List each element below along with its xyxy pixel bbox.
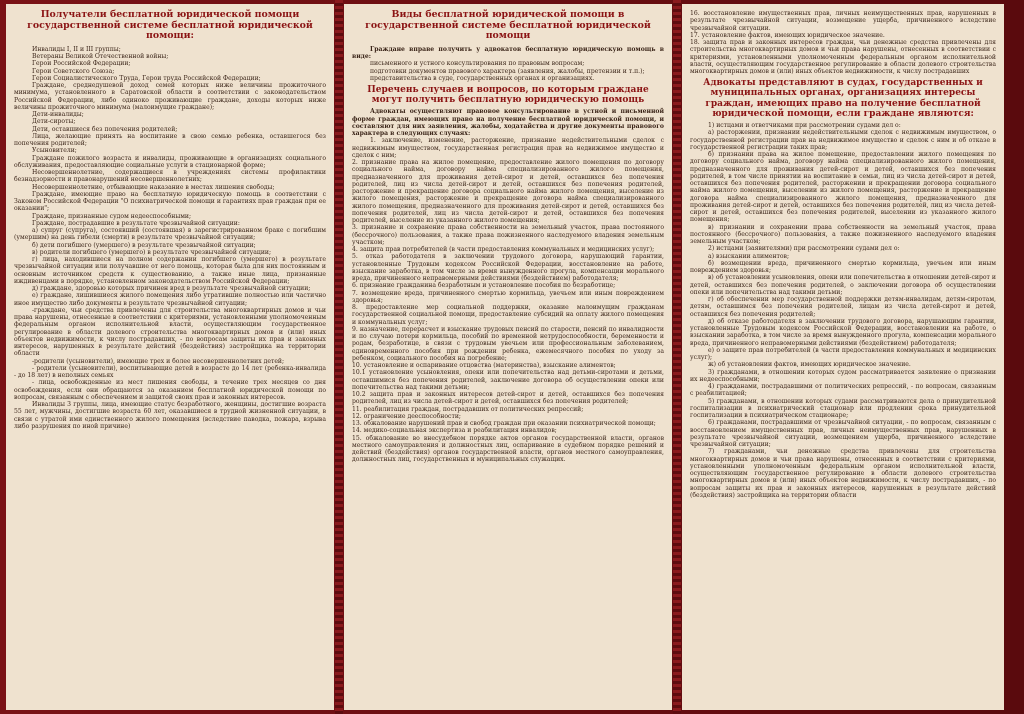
list-item: 5. отказ работодателя в заключении трудового договора, нарушающий гарантии, установленные Трудовым кодексом Российской Федерации, восстановление на работе, взыскание заработка, в том числе за время вынужденного прогула, компенсации морального вреда, причиненного неправомерными действиями (бездействием) работодателя; [352,253,664,283]
list-item: Инвалиды I, II и III группы; [32,45,121,53]
list-item: подготовки документов правового характера (заявления, жалобы, претензии и т.п.); [370,67,645,75]
representation-list [690,122,996,499]
divider-stripe [673,0,681,714]
list-item: в) родители погибшего (умершего) в результате чрезвычайной ситуации; [32,248,271,256]
list-item: Несовершеннолетние, содержащиеся в учреждениях системы профилактики безнадзорности и правонарушений несовершеннолетних; [14,169,326,184]
list-item: 4) гражданами, пострадавшими от политических репрессий, - по вопросам, связанным с реабилитацией; [690,383,996,398]
list-item: 10. установление и оспаривание отцовства (материнства), взыскание алиментов; [352,362,616,370]
cases-lead: Адвокаты осуществляют правовое консультирование в устной и письменной форме граждан, имеющих право на получение бесплатной юридической помощи, и составляют для них заявления, жалобы, ходатайства и другие документы правового характера в следующих случаях: [352,108,664,138]
list-item: - родители (усыновители), воспитывающие детей в возрасте до 14 лет (ребенка-инвалида - до 18 лет) в неполных семьях [14,364,326,380]
list-item: 15. обжалование во внесудебном порядке актов органов государственной власти, органов местного самоуправления и должностных лиц, оспаривание в судебном порядке решений и действий (бездействия) органов государственной власти, органов местного самоуправления, должностных лиц, государственных и муниципальных служащих. [352,434,664,464]
list-item: 11. реабилитация граждан, пострадавших от политических репрессий; [352,405,584,413]
list-item: Граждане, среднедушевой доход семей которых ниже величины прожиточного минимума, установленного в Саратовской области в соответствии с законодательством Российской Федерации, либо одиноко проживающие граждане, доходы которых ниже величины прожиточного минимума (малоимущие граждане); [14,82,326,111]
list-item: Ветераны Великой Отечественной войны; [32,53,169,61]
list-item: 7. возмещение вреда, причиненного смертью кормильца, увечьем или иным повреждением здоровья; [352,289,664,304]
list-item: -родители (усыновители), имеющие трех и более несовершеннолетних детей; [32,357,285,365]
list-item: 6. признание гражданина безработным и установление пособия по безработице; [352,282,616,290]
list-item: 14. медико-социальная экспертиза и реабилитация инвалидов; [352,427,557,435]
list-item: а) супруг (супруга), состоявший (состоявшая) в зарегистрированном браке с погибшим (умершим) на день гибели (смерти) в результате чрезвычайной ситуации; [14,227,326,242]
list-item: ж) об установлении фактов, имеющих юридическое значение. [708,361,911,369]
list-item: письменного и устного консультирования по правовым вопросам; [370,60,585,68]
representation-title: Адвокаты представляют в судах, государственных и муниципальных органах, организациях интересы граждан, имеющих право на получение бесплатной юридической помощи, если граждане являются: [703,78,983,119]
cases-list [352,137,664,463]
list-item: 10.1 установление усыновления, опеки или попечительства над детьми-сиротами и детьми, оставшимися без попечения родителей, заключение договора об осуществлении опеки или попечительства над такими детьми; [352,369,664,391]
list-item: 18. защита прав и законных интересов граждан, чьи денежные средства привлечены для строительства многоквартирных домов и чьи права нарушены, отнесенных в соответствии с критериями, установленными уполномоченным федеральным органом исполнительной власти, осуществляющим государственное регулирование в области долевого строительства многоквартирных домов и (или) иных объектов недвижимости, к числу пострадавших [690,39,996,75]
list-item: Несовершеннолетние, отбывающие наказание в местах лишения свободы; [32,183,275,191]
list-item: 8. предоставление мер социальной поддержки, оказание малоимущим гражданам государственной социальной помощи, предоставление субсидий на оплату жилого помещения и коммунальных услуг; [352,304,664,326]
list-item: 12. ограничение дееспособности; [352,412,461,420]
kinds-intro: Граждане вправе получить у адвокатов бесплатную юридическую помощь в виде: [352,45,664,61]
list-item: 3) гражданами, в отношении которых судом рассматривается заявление о признании их недееспособными; [690,368,996,383]
list-item: б) возмещении вреда, причиненного смертью кормильца, увечьем или иным повреждением здоровья; [690,259,996,275]
list-item: 1) истцами и ответчиками при рассмотрении судами дел о: [708,122,901,130]
list-item: Граждане, признанные судом недееспособными; [32,212,192,220]
list-item: е) о защите прав потребителей (в части предоставления коммунальных и медицинских услуг); [690,346,996,362]
list-item: 3. признание и сохранение права собственности на земельный участок, права постоянного (бессрочного) пользования, а также права пожизненного наследуемого владения земельным участком; [352,224,664,246]
list-item: - лица, освобожденные из мест лишения свободы, в течение трех месяцев со дня освобождения, если они обращаются за оказанием бесплатной юридической помощи по вопросам, связанным с обеспечением и защитой своих прав и законных интересов. [14,379,326,401]
column-kinds [344,4,672,710]
list-item: представительства в суде, государственных органах и организациях. [370,74,595,82]
list-item: Герои Социалистического Труда, Герои труда Российской Федерации; [32,74,261,82]
list-item: Герои Советского Союза; [32,67,115,75]
list-item: а) расторжении, признании недействительными сделок с недвижимым имуществом, о государственной регистрации прав на недвижимое имущество и сделок с ним и об отказе в государственной регистрации таких прав; [690,129,996,151]
list-item: 4. защита прав потребителей (в части предоставления коммунальных и медицинских услуг); [352,246,655,254]
list-item: а) взыскании алиментов; [708,252,790,260]
list-item: б) дети погибшего (умершего) в результате чрезвычайной ситуации; [32,241,256,249]
list-item: -граждане, чьи средства привлечены для строительства многоквартирных домов и чьи права нарушены, отнесенные в соответствии с критериями, установленными уполномоченным федеральным органом исполнительной власти, осуществляющим государственное регулирование в области долевого строительства многоквартирных домов и (или) иных объектов недвижимости, к числу пострадавших, - по вопросам защиты их прав и законных интересов, нарушенных в результате действий (бездействия) застройщика на территории области [14,306,326,358]
kinds-title: Виды бесплатной юридической помощи в государственной системе бесплатной юридической помощи [365,9,651,42]
list-item: д) об отказе работодателя в заключении трудового договора, нарушающим гарантии, установленные Трудовым кодексом Российской Федерации, восстановлении на работе, о взыскании заработка, в том числе за время вынужденного прогула, компенсации морального вреда, причиненного неправомерными действиями (бездействием) работодателя; [690,317,996,347]
recipients-list [14,46,326,430]
recipients-title: Получатели бесплатной юридической помощи государственной системе бесплатной юридической помощи: [27,9,313,42]
list-item: б) признании права на жилое помещение, предоставлении жилого помещения по договору социального найма, договору найма специализированного жилого помещения, предназначенного для проживания детей-сирот и детей, оставшихся без попечения родителей, в том числе принятии на воспитание в семьи, лиц из числа детей-сирот и детей, оставшихся без попечения родителей, расторжении и прекращении договора социального найма жилого помещения, выселении из жилого помещения, расторжение и прекращение договора найма специализированного жилого помещения, предназначенного для проживания детей-сирот и детей, оставшихся без попечения родителей, лиц из числа детей-сирот и детей, оставшихся без попечения родителей, выселении из указанного жилого помещения; [690,151,996,224]
list-item: 10.2 защита прав и законных интересов детей-сирот и детей, оставшихся без попечения родителей, лиц из числа детей-сирот и детей, оставшихся без попечения родителей; [352,391,664,406]
list-item: 7) гражданами, чьи денежные средства привлечены для строительства многоквартирных домов и чьи права нарушены, отнесенных в соответствии с критериями, установленными уполномоченным федеральным органом исполнительной власти, осуществляющим государственное регулирование в области долевого строительства многоквартирных домов и (или) иных объектов недвижимости, к числу пострадавших, - по вопросам защиты их прав и законных интересов, нарушенных в результате действий (бездействия) застройщика на территории области [690,448,996,499]
list-item: в) признании и сохранении права собственности на земельный участок, права постоянного (бессрочного) пользования, а также пожизненного наследуемого владения земельным участком; [690,223,996,246]
list-item: 6) гражданами, пострадавшими от чрезвычайной ситуации, - по вопросам, связанным с восстановлением имущественных прав, личных неимущественных прав, нарушенных в результате чрезвычайной ситуации, возмещением ущерба, причиненного вследствие чрезвычайной ситуации; [690,419,996,449]
list-item: в) об установлении усыновления, опеки или попечительства в отношении детей-сирот и детей, оставшихся без попечения родителей, о заключении договора об осуществлении опеки или попечительства над такими детьми; [690,274,996,296]
column-representation [682,4,1004,710]
list-item: Дети-инвалиды; [32,111,84,119]
list-item: Дети, оставшиеся без попечения родителей; [32,125,178,133]
list-item: 1. заключение, изменение, расторжение, признание недействительными сделок с недвижимым имуществом, государственная регистрация прав на недвижимое имущество и сделок с ним; [352,137,664,159]
list-item: 5) гражданами, в отношении которых судами рассматриваются дела о принудительной госпитализации в психиатрический стационар или продлении срока принудительной госпитализации в психиатрическом стационаре; [690,397,996,420]
list-item: 17. установление фактов, имеющих юридическое значение. [690,31,885,39]
list-item: Герои Российской Федерации; [32,60,131,68]
list-item: Инвалиды 3 группы, лица, имеющие статус безработного, женщины, достигшие возраста 55 лет, мужчины, достигшие возраста 60 лет, оказавшиеся в трудной жизненной ситуации, в связи с утратой ими единственного жилого помещения (вследствие паводка, пожара, взрыва либо разрушения по иной причине) [14,401,326,430]
list-item: е) граждане, лишившиеся жилого помещения либо утратившие полностью или частично иное имущество либо документы в результате чрезвычайной ситуации; [14,292,326,307]
list-item: Граждане, пострадавшие в результате чрезвычайной ситуации: [32,219,240,227]
list-item: 2) истцами (заявителями) при рассмотрении судами дел о: [708,245,900,253]
list-item: Граждане, имеющие право на бесплатную юридическую помощь в соответствии с Законом Российской Федерации "О психиатрической помощи и гарантиях прав граждан при ее оказании"; [14,190,326,213]
divider-stripe [335,0,343,714]
list-item: д) граждане, здоровью которых причинен вред в результате чрезвычайной ситуации; [32,285,311,293]
list-item: 13. обжалование нарушений прав и свобод граждан при оказании психиатрической помощи; [352,420,656,428]
list-item: г) лица, находившиеся на полном содержании погибшего (умершего) в результате чрезвычайной ситуации или получавшие от него помощь, которая была для них постоянным и основным источником средств к существованию, а также иные лица, признанные иждивенцами в порядке, установленном законодательством Российской Федерации; [14,256,326,285]
list-item: 16. восстановление имущественных прав, личных неимущественных прав, нарушенных в результате чрезвычайной ситуации, возмещение ущерба, причиненного вследствие чрезвычайной ситуации. [690,10,996,32]
list-item: Усыновители; [32,147,77,155]
cases-title: Перечень случаев и вопросов, по которым граждане могут получить бесплатную юридическую помощь [367,85,649,106]
list-item: 9. назначение, перерасчет и взыскание трудовых пенсий по старости, пенсий по инвалидности и по случаю потери кормильца, пособий по временной нетрудоспособности, беременности и родам, безработице, в связи с трудовым увечьем или профессиональным заболеванием, единовременного пособия при рождении ребенка, ежемесячного пособия по уходу за ребенком, социального пособия на погребение; [352,325,664,362]
list-item: Дети-сироты; [32,118,76,126]
list-item: 2. признание права на жилое помещение, предоставление жилого помещения по договору социального найма, договору найма специализированного жилого помещения, предназначенного для проживания детей-сирот и детей, оставшихся без попечения родителей, лиц из числа детей-сирот и детей, оставшихся без попечения родителей, расторжение и прекращение договора социального найма жилого помещения, выселение из жилого помещения, расторжение и прекращение договора найма специализированного жилого помещения, предназначенного для проживания детей-сирот и детей, оставшихся без попечения родителей, лиц из числа детей-сирот и детей, оставшихся без попечения родителей, выселение из указанного жилого помещения; [352,159,664,225]
list-item: Лица, желающие принять на воспитание в свою семью ребенка, оставшегося без попечения родителей; [14,132,326,148]
column-recipients [6,4,334,710]
list-item: Граждане пожилого возраста и инвалиды, проживающие в организациях социального обслуживания, предоставляющие социальные услуги в стационарной форме; [14,154,326,169]
list-item: г) об обеспечении мер государственной поддержки детям-инвалидам, детям-сиротам, детям, оставшимся без попечения родителей, лицам из числа детей-сирот и детей, оставшихся без попечения родителей; [690,296,996,318]
